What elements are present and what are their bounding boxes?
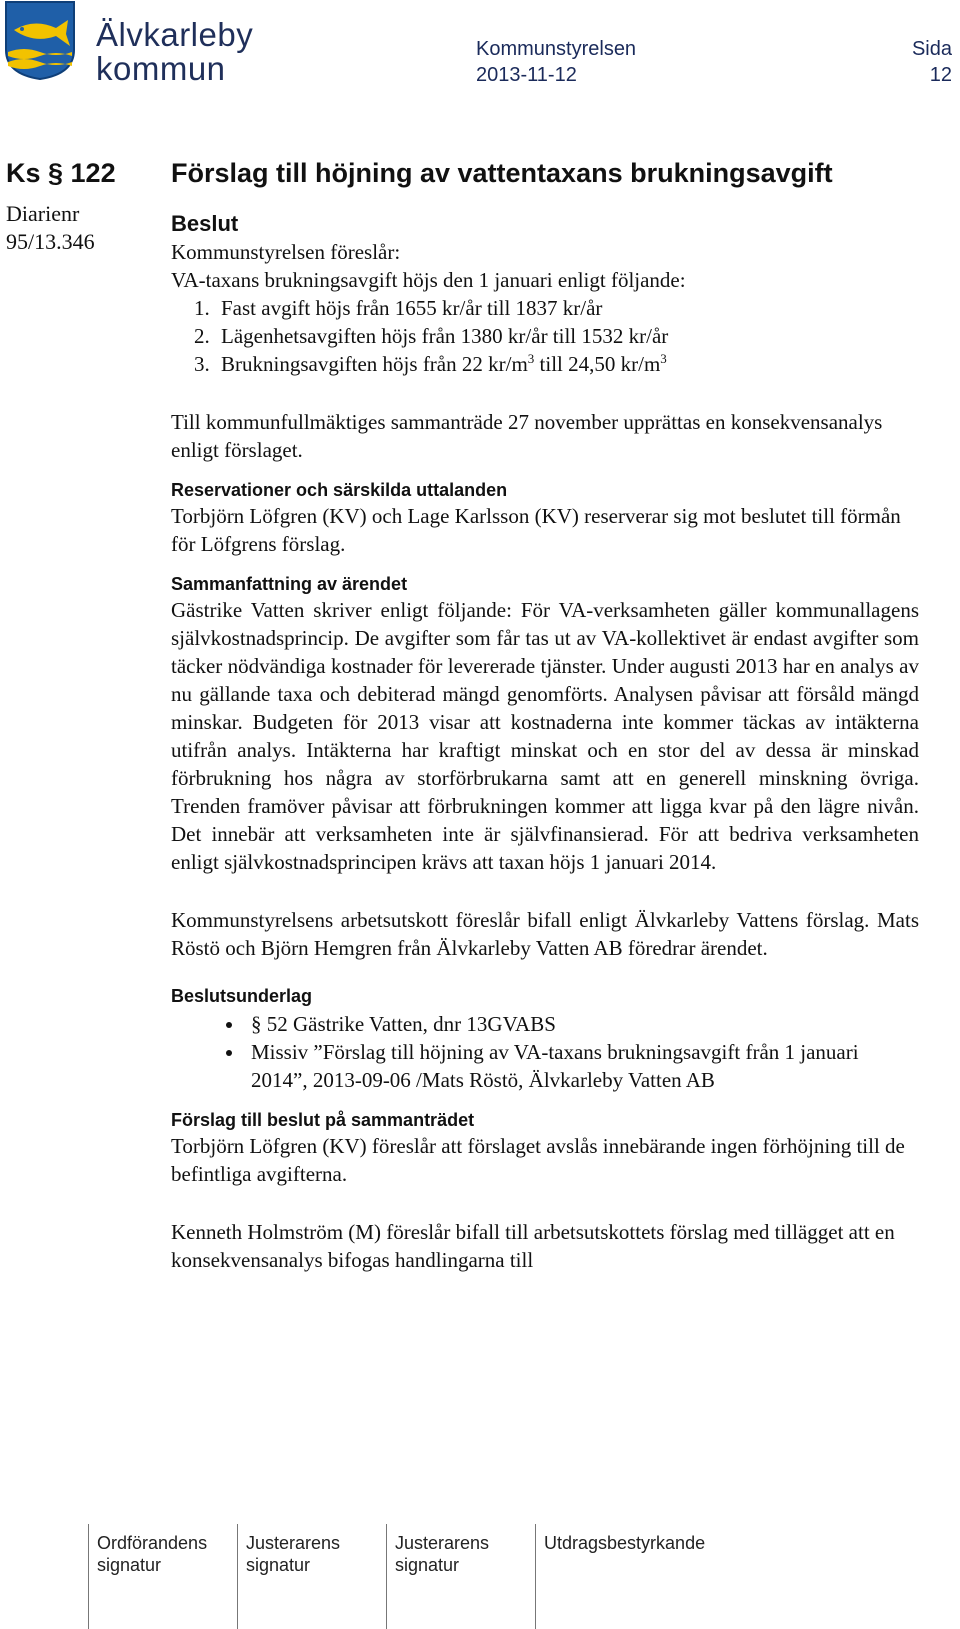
list-item: • Missiv ”Förslag till höjning av VA-taxans brukningsavgift från 1 januari 2014”, 2013-09-06 /Mats Röstö, Älvkarleby Vatten AB [245,1038,919,1094]
item3-sup2: 3 [660,351,667,366]
beslut-line2: VA-taxans brukningsavgift höjs den 1 januari enligt följande: [171,268,686,292]
header-page-label: Sida [911,38,952,60]
list-item: • § 52 Gästrike Vatten, dnr 13GVABS [245,1010,919,1038]
list-item: 1. Fast avgift höjs från 1655 kr/år till 1837 kr/år [215,294,919,322]
signature-box-adjuster-2 [386,1524,535,1629]
sig2-line2: signatur [246,1555,311,1575]
sig3-line2: signatur [395,1555,460,1575]
signature-box-adjuster-1 [237,1524,386,1629]
item3-text-a: Brukningsavgiften höjs från 22 kr/m [221,352,528,376]
item3-sup1: 3 [527,351,535,366]
forslag-text2: Kenneth Holmström (M) föreslår bifall till arbetsutskottets förslag med tillägget att en konsekvensanalys bifogas handlingarna till [171,1220,895,1272]
signature-row [88,1524,960,1629]
sig4-label: Utdragsbestyrkande [544,1533,706,1553]
beslut-after: Till kommunfullmäktiges sammanträde 27 november upprättas en konsekvensanalys enligt förslaget. [171,410,883,462]
sig2-line1: Justerarens [246,1533,341,1553]
organization-name [96,18,253,86]
beslut-line1: Kommunstyrelsen föreslår: [171,240,401,264]
beslut-list [171,294,919,378]
forslag-heading: Förslag till beslut på sammanträdet [171,1110,475,1130]
forslag-text1: Torbjörn Löfgren (KV) föreslår att förslaget avslås innebärande ingen förhöjning till de befintliga avgifterna. [171,1134,905,1186]
list-item: 2. Lägenhetsavgiften höjs från 1380 kr/år till 1532 kr/år [215,322,919,350]
header-date: 2013-11-12 [476,64,577,86]
sammanfattning-text: Gästrike Vatten skriver enligt följande: För VA-verksamheten gäller kommunallagens självkostnadsprincip. De avgifter som får tas ut av VA-kollektivet är endast avgifter som täcker nödvändiga kostnader för levererade tjänster. Under augusti 2013 har en analys av nu gällande taxa och debiterad mängd genomförts. Analysen påvisar att försåld mängd minskar. Budgeten för 2013 visar att kostnaderna inte kommer täckas av intäkterna utifrån analys. Intäkterna har kraftigt minskat och en stor del av dessa är minskad förbrukning hos några av storförbrukarna samt att en generell minskning övriga. Trenden framöver påvisar att förbrukningen kommer att ligga kvar på den lägre nivån. Det innebär att verksamheten inte är självfinansierad. För att bedriva verksamheten enligt självkostnadsprincipen krävs att taxan höjs 1 januari 2014. [171,598,919,874]
sig3-line1: Justerarens [395,1533,490,1553]
header-body: Kommunstyrelsen [476,38,637,60]
diarienr [6,200,95,256]
diarienr-label: Diarienr [6,201,80,226]
header-page-number: 12 [929,64,952,86]
sig1-line1: Ordförandens [97,1533,208,1553]
list-item [215,350,919,378]
signature-box-chair [88,1524,237,1629]
beslutsunderlag-heading: Beslutsunderlag [171,986,313,1006]
reservationer-heading: Reservationer och särskilda uttalanden [171,480,508,500]
paragraph-number: Ks § 122 [6,158,116,188]
beslut-heading: Beslut [171,211,239,236]
beslutsunderlag-list [171,1010,919,1094]
sammanfattning-heading: Sammanfattning av ärendet [171,574,408,594]
coat-of-arms-logo [4,0,76,80]
header-meta [476,36,952,88]
page-title: Förslag till höjning av vattentaxans brukningsavgift [171,158,833,188]
item3-text-b: till 24,50 kr/m [534,352,661,376]
sammanfattning-text2: Kommunstyrelsens arbetsutskott föreslår bifall enligt Älvkarleby Vattens förslag. Mats Röstö och Björn Hemgren från Älvkarleby Vatten AB föredrar ärendet. [171,908,919,960]
sig1-line2: signatur [97,1555,162,1575]
reservationer-text: Torbjörn Löfgren (KV) och Lage Karlsson (KV) reserverar sig mot beslutet till förmån för Löfgrens förslag. [171,504,901,556]
coat-of-arms-fish-icon [4,0,76,80]
org-name-line2: kommun [96,50,226,87]
main-content [171,156,919,1274]
org-name-line1: Älvkarleby [96,16,254,53]
signature-box-certification [535,1524,960,1629]
diarienr-value: 95/13.346 [6,229,95,254]
